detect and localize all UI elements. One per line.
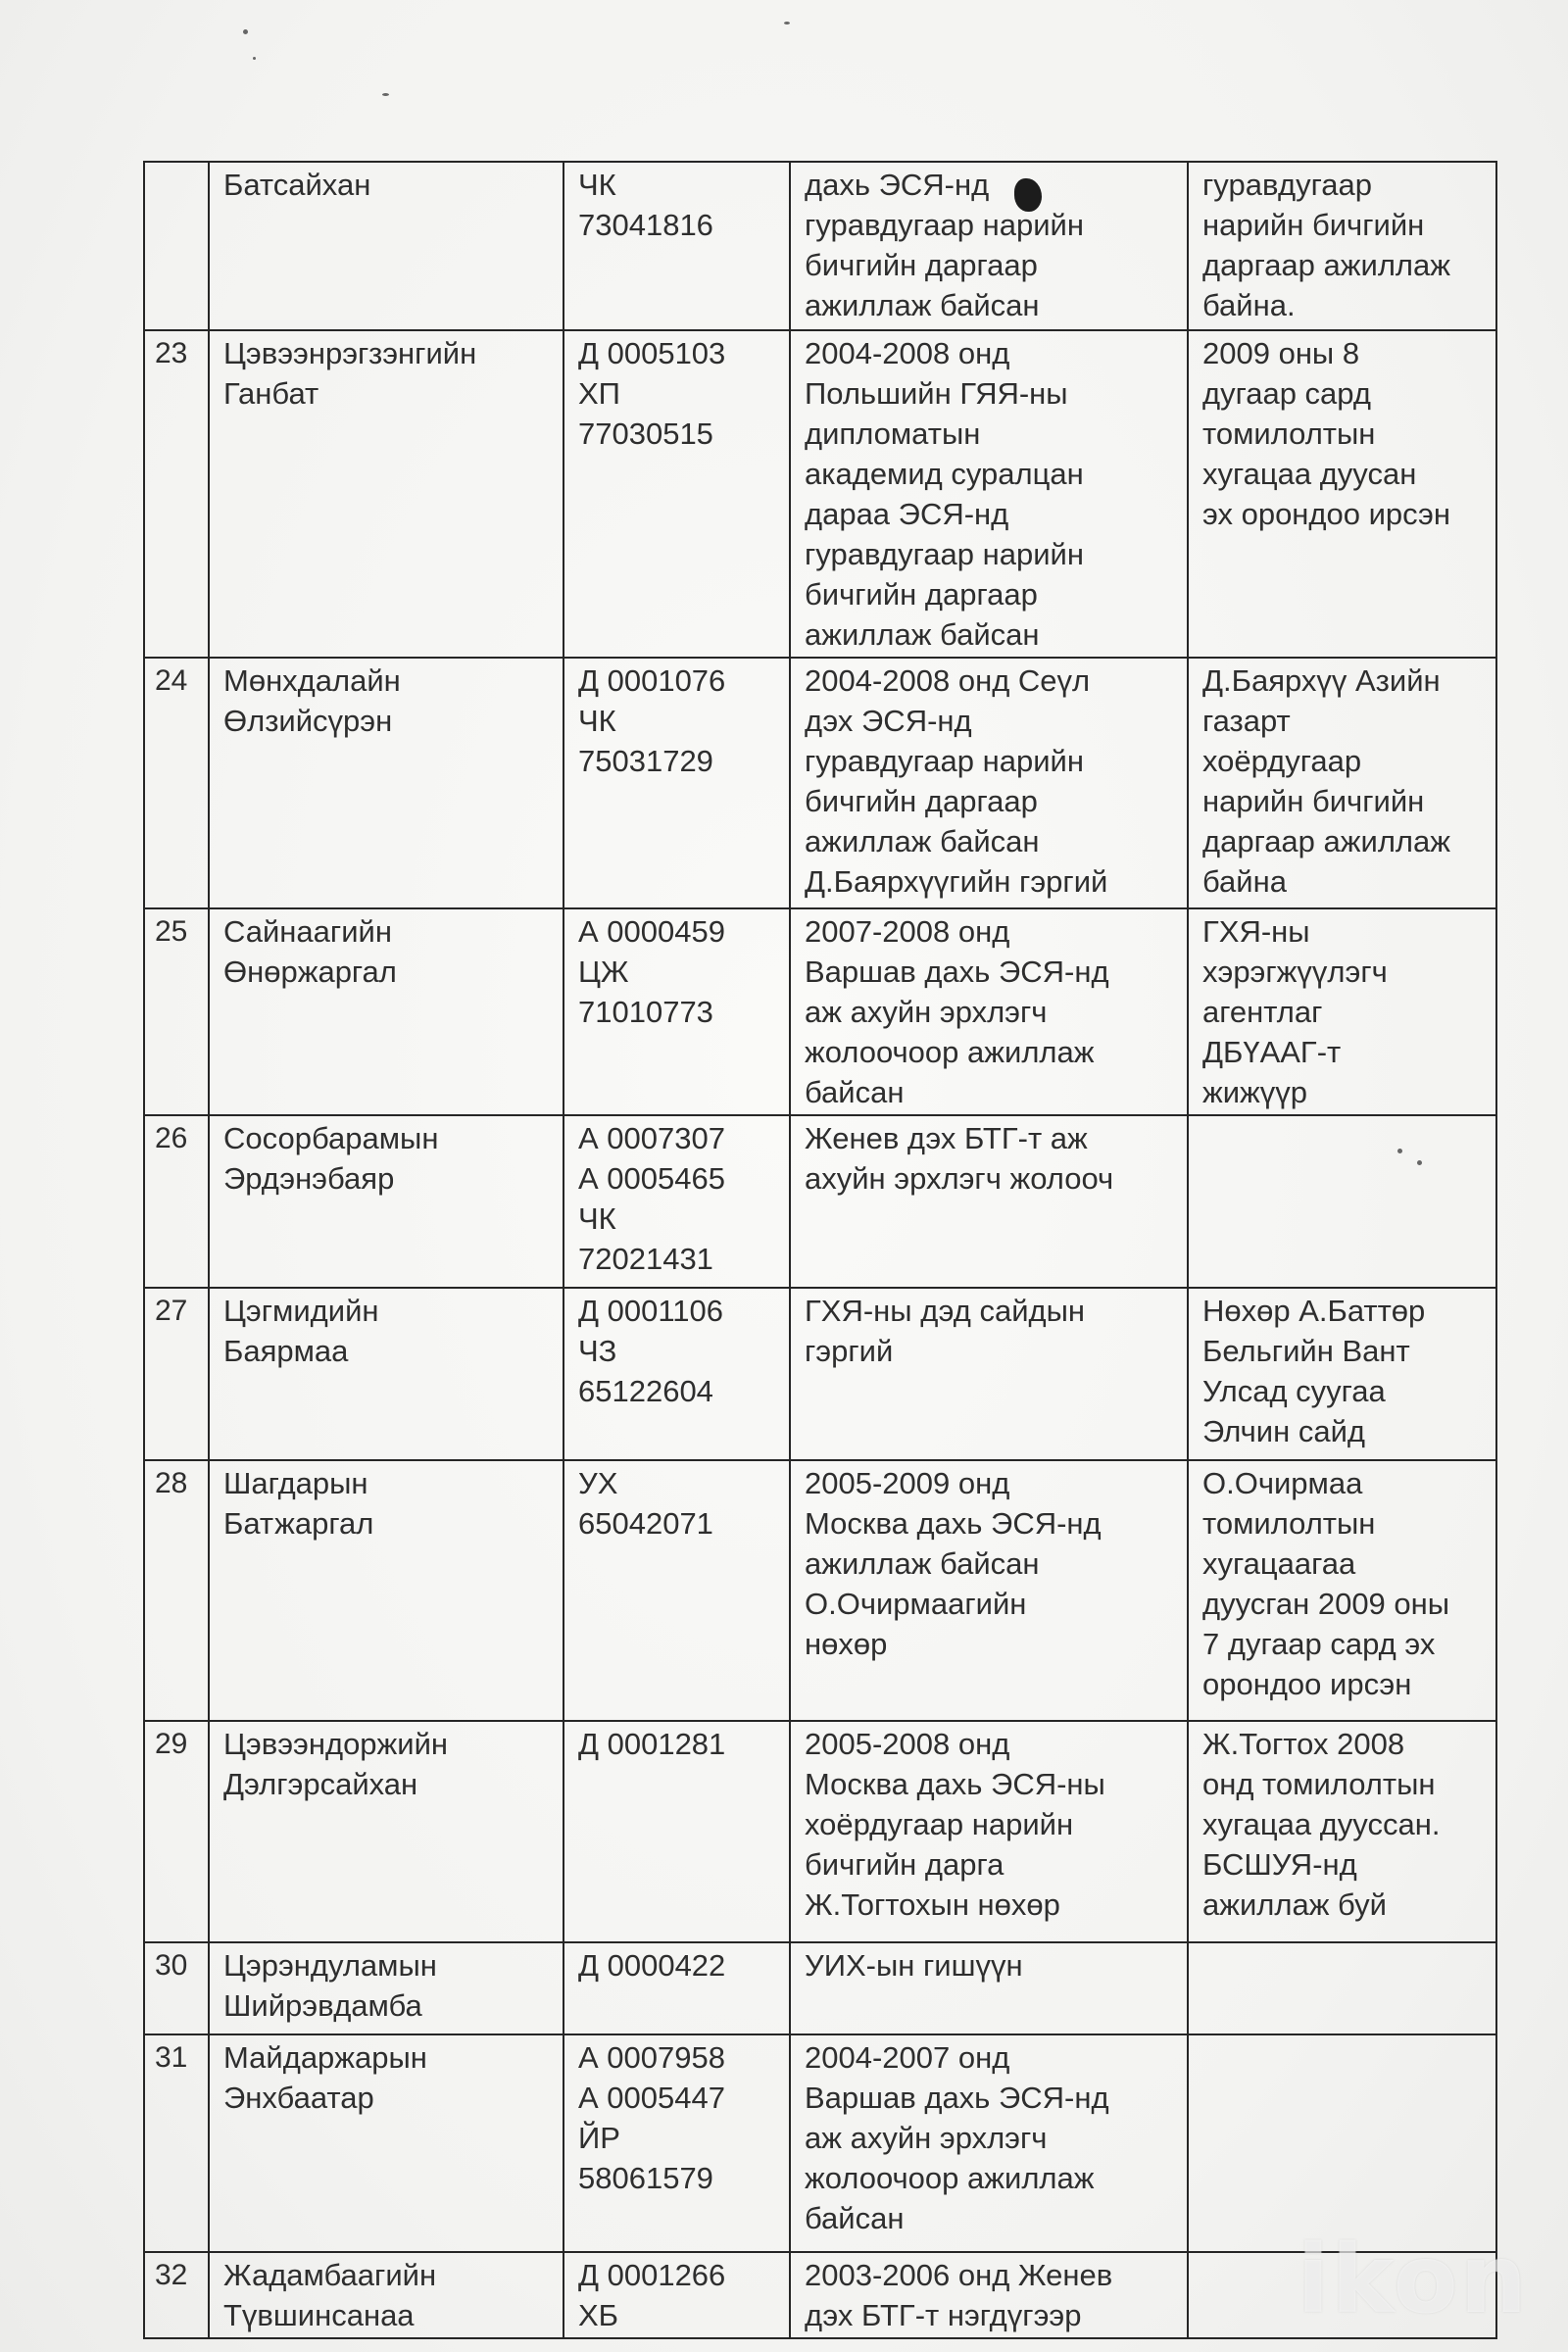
history-cell — [790, 1721, 1188, 1942]
cell-line: ГХЯ-ны дэд сайдын — [805, 1294, 1086, 1328]
personnel-table — [143, 161, 1497, 2339]
cell-line: нөхөр — [805, 1627, 888, 1661]
table-row — [144, 1721, 1496, 1942]
cell-line: дугаар сард — [1202, 376, 1371, 411]
cell-line: байна — [1202, 864, 1287, 899]
cell-line: ЧЗ — [578, 1334, 617, 1368]
cell-line: Варшав дахь ЭСЯ-нд — [805, 955, 1109, 989]
id-cell — [564, 658, 790, 908]
cell-line: аж ахуйн эрхлэгч — [805, 995, 1048, 1029]
cell-line: Ж.Тогтохын нөхөр — [805, 1887, 1060, 1922]
cell-line: бичгийн даргаар — [805, 248, 1038, 282]
scan-speck — [243, 29, 248, 34]
row-number: 24 — [155, 664, 188, 697]
cell-line: О.Очирмаагийн — [805, 1587, 1027, 1621]
cell-line: байсан — [805, 2201, 905, 2235]
cell-line: Д 0001281 — [578, 1727, 726, 1761]
cell-line: 65122604 — [578, 1374, 713, 1408]
row-number-cell — [144, 162, 209, 330]
cell-line: Д 0001266 — [578, 2258, 726, 2292]
cell-line: Мөнхдалайн — [223, 663, 401, 698]
cell-line: даргаар ажиллаж — [1202, 824, 1450, 858]
cell-line: дипломатын — [805, 416, 981, 451]
row-number-cell — [144, 1942, 209, 2034]
status-cell — [1188, 1721, 1496, 1942]
cell-line: 73041816 — [578, 208, 713, 242]
cell-line: ЦЖ — [578, 955, 629, 989]
cell-line: 2004-2007 онд — [805, 2040, 1010, 2075]
cell-line: Нөхөр А.Баттөр — [1202, 1294, 1426, 1328]
cell-line: ГХЯ-ны — [1202, 914, 1310, 949]
cell-line: хугацаа дууссан. — [1202, 1807, 1441, 1841]
cell-line: Цэрэндуламын — [223, 1948, 437, 1983]
cell-line: А 0000459 — [578, 914, 725, 949]
cell-line: онд томилолтын — [1202, 1767, 1436, 1801]
cell-line: Д 0005103 — [578, 336, 726, 370]
history-cell — [790, 1115, 1188, 1288]
status-cell — [1188, 908, 1496, 1115]
cell-line: ажиллаж байсан — [805, 824, 1040, 858]
cell-line: эх орондоо ирсэн — [1202, 497, 1450, 531]
name-cell — [209, 162, 564, 330]
cell-line: А 0005447 — [578, 2081, 725, 2115]
id-cell — [564, 1721, 790, 1942]
cell-line: хоёрдугаар нарийн — [805, 1807, 1074, 1841]
name-cell — [209, 658, 564, 908]
cell-line: Д.Баярхүү Азийн — [1202, 663, 1441, 698]
cell-line: 2004-2008 онд — [805, 336, 1010, 370]
id-cell — [564, 1115, 790, 1288]
history-cell — [790, 658, 1188, 908]
cell-line: Д 0001106 — [578, 1294, 723, 1328]
cell-line: А 0007958 — [578, 2040, 725, 2075]
cell-line: 2004-2008 онд Сеүл — [805, 663, 1091, 698]
table-row — [144, 162, 1496, 330]
row-number: 29 — [155, 1728, 188, 1760]
row-number-cell — [144, 330, 209, 658]
cell-line: Майдаржарын — [223, 2040, 427, 2075]
table-row — [144, 1115, 1496, 1288]
table-row — [144, 1288, 1496, 1460]
cell-line: академид суралцан — [805, 457, 1084, 491]
status-cell — [1188, 162, 1496, 330]
name-cell — [209, 1288, 564, 1460]
table-row — [144, 1460, 1496, 1721]
cell-line: 58061579 — [578, 2161, 713, 2195]
cell-line: Польшийн ГЯЯ-ны — [805, 376, 1068, 411]
cell-line: Цэвээндоржийн — [223, 1727, 449, 1761]
cell-line: Баярмаа — [223, 1334, 349, 1368]
status-cell — [1188, 2034, 1496, 2252]
cell-line: ХБ — [578, 2298, 619, 2332]
cell-line: Ганбат — [223, 376, 319, 411]
cell-line: Д.Баярхүүгийн гэргий — [805, 864, 1108, 899]
cell-line: 2007-2008 онд — [805, 914, 1010, 949]
cell-line: ажиллаж буй — [1202, 1887, 1387, 1922]
cell-line: 2003-2006 онд Женев — [805, 2258, 1113, 2292]
row-number-cell — [144, 1115, 209, 1288]
row-number-cell — [144, 658, 209, 908]
cell-line: нарийн бичгийн — [1202, 208, 1425, 242]
row-number-cell — [144, 2034, 209, 2252]
cell-line: ДБҮААГ-т — [1202, 1035, 1342, 1069]
status-cell — [1188, 330, 1496, 658]
id-cell — [564, 330, 790, 658]
cell-line: Батжаргал — [223, 1506, 374, 1541]
cell-line: ХП — [578, 376, 620, 411]
cell-line: Сосорбарамын — [223, 1121, 439, 1155]
cell-line: УХ — [578, 1466, 618, 1500]
history-cell — [790, 2252, 1188, 2338]
status-cell — [1188, 1460, 1496, 1721]
row-number: 27 — [155, 1295, 188, 1327]
cell-line: дараа ЭСЯ-нд — [805, 497, 1009, 531]
table-row — [144, 1942, 1496, 2034]
history-cell — [790, 162, 1188, 330]
table-row — [144, 2034, 1496, 2252]
history-cell — [790, 330, 1188, 658]
cell-line: ажиллаж байсан — [805, 617, 1040, 652]
history-cell — [790, 908, 1188, 1115]
cell-line: агентлаг — [1202, 995, 1323, 1029]
cell-line: даргаар ажиллаж — [1202, 248, 1450, 282]
name-cell — [209, 2034, 564, 2252]
status-cell — [1188, 658, 1496, 908]
cell-line: 2009 оны 8 — [1202, 336, 1360, 370]
id-cell — [564, 2034, 790, 2252]
status-cell — [1188, 1115, 1496, 1288]
cell-line: 72021431 — [578, 1242, 713, 1276]
row-number: 30 — [155, 1949, 188, 1982]
history-cell — [790, 1460, 1188, 1721]
cell-line: Улсад суугаа — [1202, 1374, 1386, 1408]
cell-line: 7 дугаар сард эх — [1202, 1627, 1436, 1661]
cell-line: ЧК — [578, 704, 616, 738]
name-cell — [209, 908, 564, 1115]
name-cell — [209, 1721, 564, 1942]
cell-line: 65042071 — [578, 1506, 713, 1541]
cell-line: хоёрдугаар — [1202, 744, 1362, 778]
cell-line: байна. — [1202, 288, 1296, 322]
cell-line: гуравдугаар нарийн — [805, 537, 1084, 571]
id-cell — [564, 2252, 790, 2338]
cell-line: хэрэгжүүлэгч — [1202, 955, 1388, 989]
row-number-cell — [144, 2252, 209, 2338]
cell-line: дахь ЭСЯ-нд — [805, 168, 990, 202]
row-number: 25 — [155, 915, 188, 948]
cell-line: Батсайхан — [223, 168, 371, 202]
row-number-cell — [144, 1460, 209, 1721]
cell-line: Женев дэх БТГ-т аж — [805, 1121, 1088, 1155]
row-number: 28 — [155, 1467, 188, 1499]
cell-line: ЧК — [578, 168, 616, 202]
cell-line: нарийн бичгийн — [1202, 784, 1425, 818]
history-cell — [790, 2034, 1188, 2252]
cell-line: ЧК — [578, 1201, 616, 1236]
row-number: 26 — [155, 1122, 188, 1154]
table-row — [144, 908, 1496, 1115]
cell-line: Түвшинсанаа — [223, 2298, 415, 2332]
cell-line: жолоочоор ажиллаж — [805, 2161, 1095, 2195]
cell-line: ахуйн эрхлэгч жолооч — [805, 1161, 1114, 1196]
cell-line: Шагдарын — [223, 1466, 368, 1500]
row-number: 23 — [155, 337, 188, 369]
cell-line: Варшав дахь ЭСЯ-нд — [805, 2081, 1109, 2115]
id-cell — [564, 1942, 790, 2034]
cell-line: Өлзийсүрэн — [223, 704, 393, 738]
cell-line: 75031729 — [578, 744, 713, 778]
cell-line: ажиллаж байсан — [805, 1546, 1040, 1581]
cell-line: Шийрэвдамба — [223, 1988, 422, 2023]
table-body — [144, 162, 1496, 2338]
scan-speck — [382, 93, 389, 96]
table-row — [144, 330, 1496, 658]
cell-line: Өнөржаргал — [223, 955, 397, 989]
cell-line: О.Очирмаа — [1202, 1466, 1363, 1500]
id-cell — [564, 1288, 790, 1460]
name-cell — [209, 2252, 564, 2338]
cell-line: Элчин сайд — [1202, 1414, 1366, 1448]
cell-line: Цэвээнрэгзэнгийн — [223, 336, 477, 370]
cell-line: бичгийн даргаар — [805, 577, 1038, 612]
cell-line: Цэгмидийн — [223, 1294, 379, 1328]
id-cell — [564, 162, 790, 330]
scan-speck — [784, 22, 790, 24]
table-row — [144, 2252, 1496, 2338]
cell-line: гуравдугаар нарийн — [805, 744, 1084, 778]
cell-line: Эрдэнэбаяр — [223, 1161, 395, 1196]
cell-line: Жадамбаагийн — [223, 2258, 437, 2292]
name-cell — [209, 1115, 564, 1288]
cell-line: гэргий — [805, 1334, 894, 1368]
cell-line: УИХ-ын гишүүн — [805, 1948, 1023, 1983]
cell-line: БСШУЯ-нд — [1202, 1847, 1357, 1882]
cell-line: томилолтын — [1202, 416, 1376, 451]
cell-line: гуравдугаар — [1202, 168, 1372, 202]
table-row — [144, 658, 1496, 908]
row-number: 32 — [155, 2259, 188, 2291]
history-cell — [790, 1942, 1188, 2034]
cell-line: дэх БТГ-т нэгдүгээр — [805, 2298, 1082, 2332]
watermark-logo: ikon — [1297, 2225, 1529, 2334]
cell-line: Сайнаагийн — [223, 914, 392, 949]
row-number-cell — [144, 908, 209, 1115]
id-cell — [564, 1460, 790, 1721]
cell-line: Бельгийн Вант — [1202, 1334, 1410, 1368]
id-cell — [564, 908, 790, 1115]
name-cell — [209, 1460, 564, 1721]
history-cell — [790, 1288, 1188, 1460]
cell-line: 77030515 — [578, 416, 713, 451]
cell-line: 2005-2008 онд — [805, 1727, 1010, 1761]
cell-line: жижүүр — [1202, 1075, 1308, 1109]
cell-line: Москва дахь ЭСЯ-нд — [805, 1506, 1102, 1541]
cell-line: Дэлгэрсайхан — [223, 1767, 418, 1801]
cell-line: хугацаагаа — [1202, 1546, 1356, 1581]
scan-speck — [253, 57, 256, 60]
cell-line: бичгийн даргаар — [805, 784, 1038, 818]
status-cell — [1188, 1942, 1496, 2034]
cell-line: газарт — [1202, 704, 1291, 738]
cell-line: А 0007307 — [578, 1121, 725, 1155]
name-cell — [209, 330, 564, 658]
cell-line: Д 0001076 — [578, 663, 726, 698]
cell-line: А 0005465 — [578, 1161, 725, 1196]
cell-line: бичгийн дарга — [805, 1847, 1004, 1882]
cell-line: байсан — [805, 1075, 905, 1109]
cell-line: орондоо ирсэн — [1202, 1667, 1412, 1701]
row-number: 31 — [155, 2041, 188, 2074]
cell-line: дуусган 2009 оны — [1202, 1587, 1450, 1621]
cell-line: ЙР — [578, 2121, 620, 2155]
status-cell — [1188, 1288, 1496, 1460]
cell-line: аж ахуйн эрхлэгч — [805, 2121, 1048, 2155]
row-number-cell — [144, 1288, 209, 1460]
cell-line: Москва дахь ЭСЯ-ны — [805, 1767, 1105, 1801]
cell-line: гуравдугаар нарийн — [805, 208, 1084, 242]
cell-line: хугацаа дуусан — [1202, 457, 1417, 491]
row-number-cell — [144, 1721, 209, 1942]
cell-line: дэх ЭСЯ-нд — [805, 704, 972, 738]
cell-line: 2005-2009 онд — [805, 1466, 1010, 1500]
cell-line: томилолтын — [1202, 1506, 1376, 1541]
cell-line: Ж.Тогтох 2008 — [1202, 1727, 1405, 1761]
cell-line: ажиллаж байсан — [805, 288, 1040, 322]
cell-line: 71010773 — [578, 995, 713, 1029]
cell-line: Д 0000422 — [578, 1948, 726, 1983]
cell-line: Энхбаатар — [223, 2081, 374, 2115]
name-cell — [209, 1942, 564, 2034]
cell-line: жолоочоор ажиллаж — [805, 1035, 1095, 1069]
